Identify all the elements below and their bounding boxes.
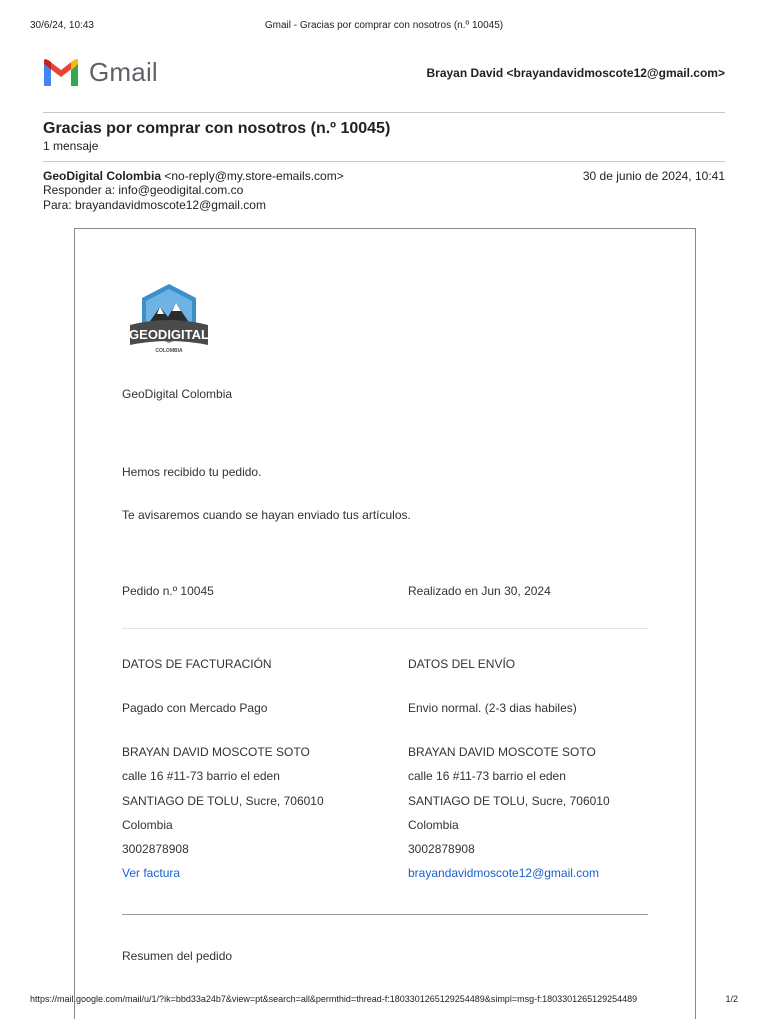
shipping-phone: 3002878908	[408, 842, 475, 856]
billing-address: calle 16 #11-73 barrio el eden	[122, 769, 280, 783]
message-date: 30 de junio de 2024, 10:41	[582, 169, 725, 183]
billing-name: BRAYAN DAVID MOSCOTE SOTO	[122, 745, 310, 759]
print-url: https://mail.google.com/mail/u/1/?ik=bbd33a24b7&view=pt&search=all&permthid=thread-f:1803301265129254489&simpl=msg-f:1803301265129254489	[30, 994, 638, 1004]
shipping-address: calle 16 #11-73 barrio el eden	[408, 769, 566, 783]
gmail-m-icon	[42, 58, 80, 88]
logo-sub-text: COLOMBIA	[155, 348, 183, 354]
shipping-notice-text: Te avisaremos cuando se hayan enviado tus artículos.	[122, 508, 411, 522]
gmail-logo[interactable]	[42, 57, 158, 88]
shipping-method: Envio normal. (2-3 dias habiles)	[408, 701, 577, 715]
print-page-number: 1/2	[725, 994, 738, 1004]
subject-divider	[43, 161, 725, 162]
account-identity: Brayan David <brayandavidmoscote12@gmail.com>	[426, 66, 725, 80]
payment-method: Pagado con Mercado Pago	[122, 701, 268, 715]
shipping-city: SANTIAGO DE TOLU, Sucre, 706010	[408, 794, 610, 808]
thread-subject: Gracias por comprar con nosotros (n.º 10045)	[43, 120, 391, 137]
order-date: Realizado en Jun 30, 2024	[408, 584, 551, 598]
header-divider	[43, 112, 725, 113]
order-received-text: Hemos recibido tu pedido.	[122, 465, 262, 479]
order-number: Pedido n.º 10045	[122, 584, 214, 598]
sender-line	[43, 169, 344, 183]
gmail-wordmark: Gmail	[89, 57, 158, 87]
print-datetime: 30/6/24, 10:43	[30, 20, 94, 31]
billing-phone: 3002878908	[122, 842, 189, 856]
shipping-country: Colombia	[408, 818, 459, 832]
billing-heading: DATOS DE FACTURACIÓN	[122, 657, 272, 671]
billing-country: Colombia	[122, 818, 173, 832]
shipping-email-link[interactable]: brayandavidmoscote12@gmail.com	[408, 866, 599, 880]
message-count: 1 mensaje	[43, 139, 99, 153]
sender-email: <no-reply@my.store-emails.com>	[164, 169, 344, 183]
geodigital-logo	[126, 281, 212, 359]
section-divider	[122, 628, 648, 629]
reply-to: Responder a: info@geodigital.com.co	[43, 183, 244, 197]
view-invoice-link[interactable]: Ver factura	[122, 866, 181, 880]
billing-city: SANTIAGO DE TOLU, Sucre, 706010	[122, 794, 324, 808]
recipient: Para: brayandavidmoscote12@gmail.com	[43, 198, 266, 212]
shipping-heading: DATOS DEL ENVÍO	[408, 657, 516, 671]
store-name: GeoDigital Colombia	[122, 387, 233, 401]
summary-divider	[122, 914, 648, 915]
print-title: Gmail - Gracias por comprar con nosotros (n.º 10045)	[264, 20, 504, 31]
sender-name: GeoDigital Colombia	[43, 169, 162, 183]
order-summary-heading: Resumen del pedido	[122, 949, 233, 963]
logo-main-text: GEODIGITAL	[129, 327, 209, 342]
shipping-name: BRAYAN DAVID MOSCOTE SOTO	[408, 745, 596, 759]
